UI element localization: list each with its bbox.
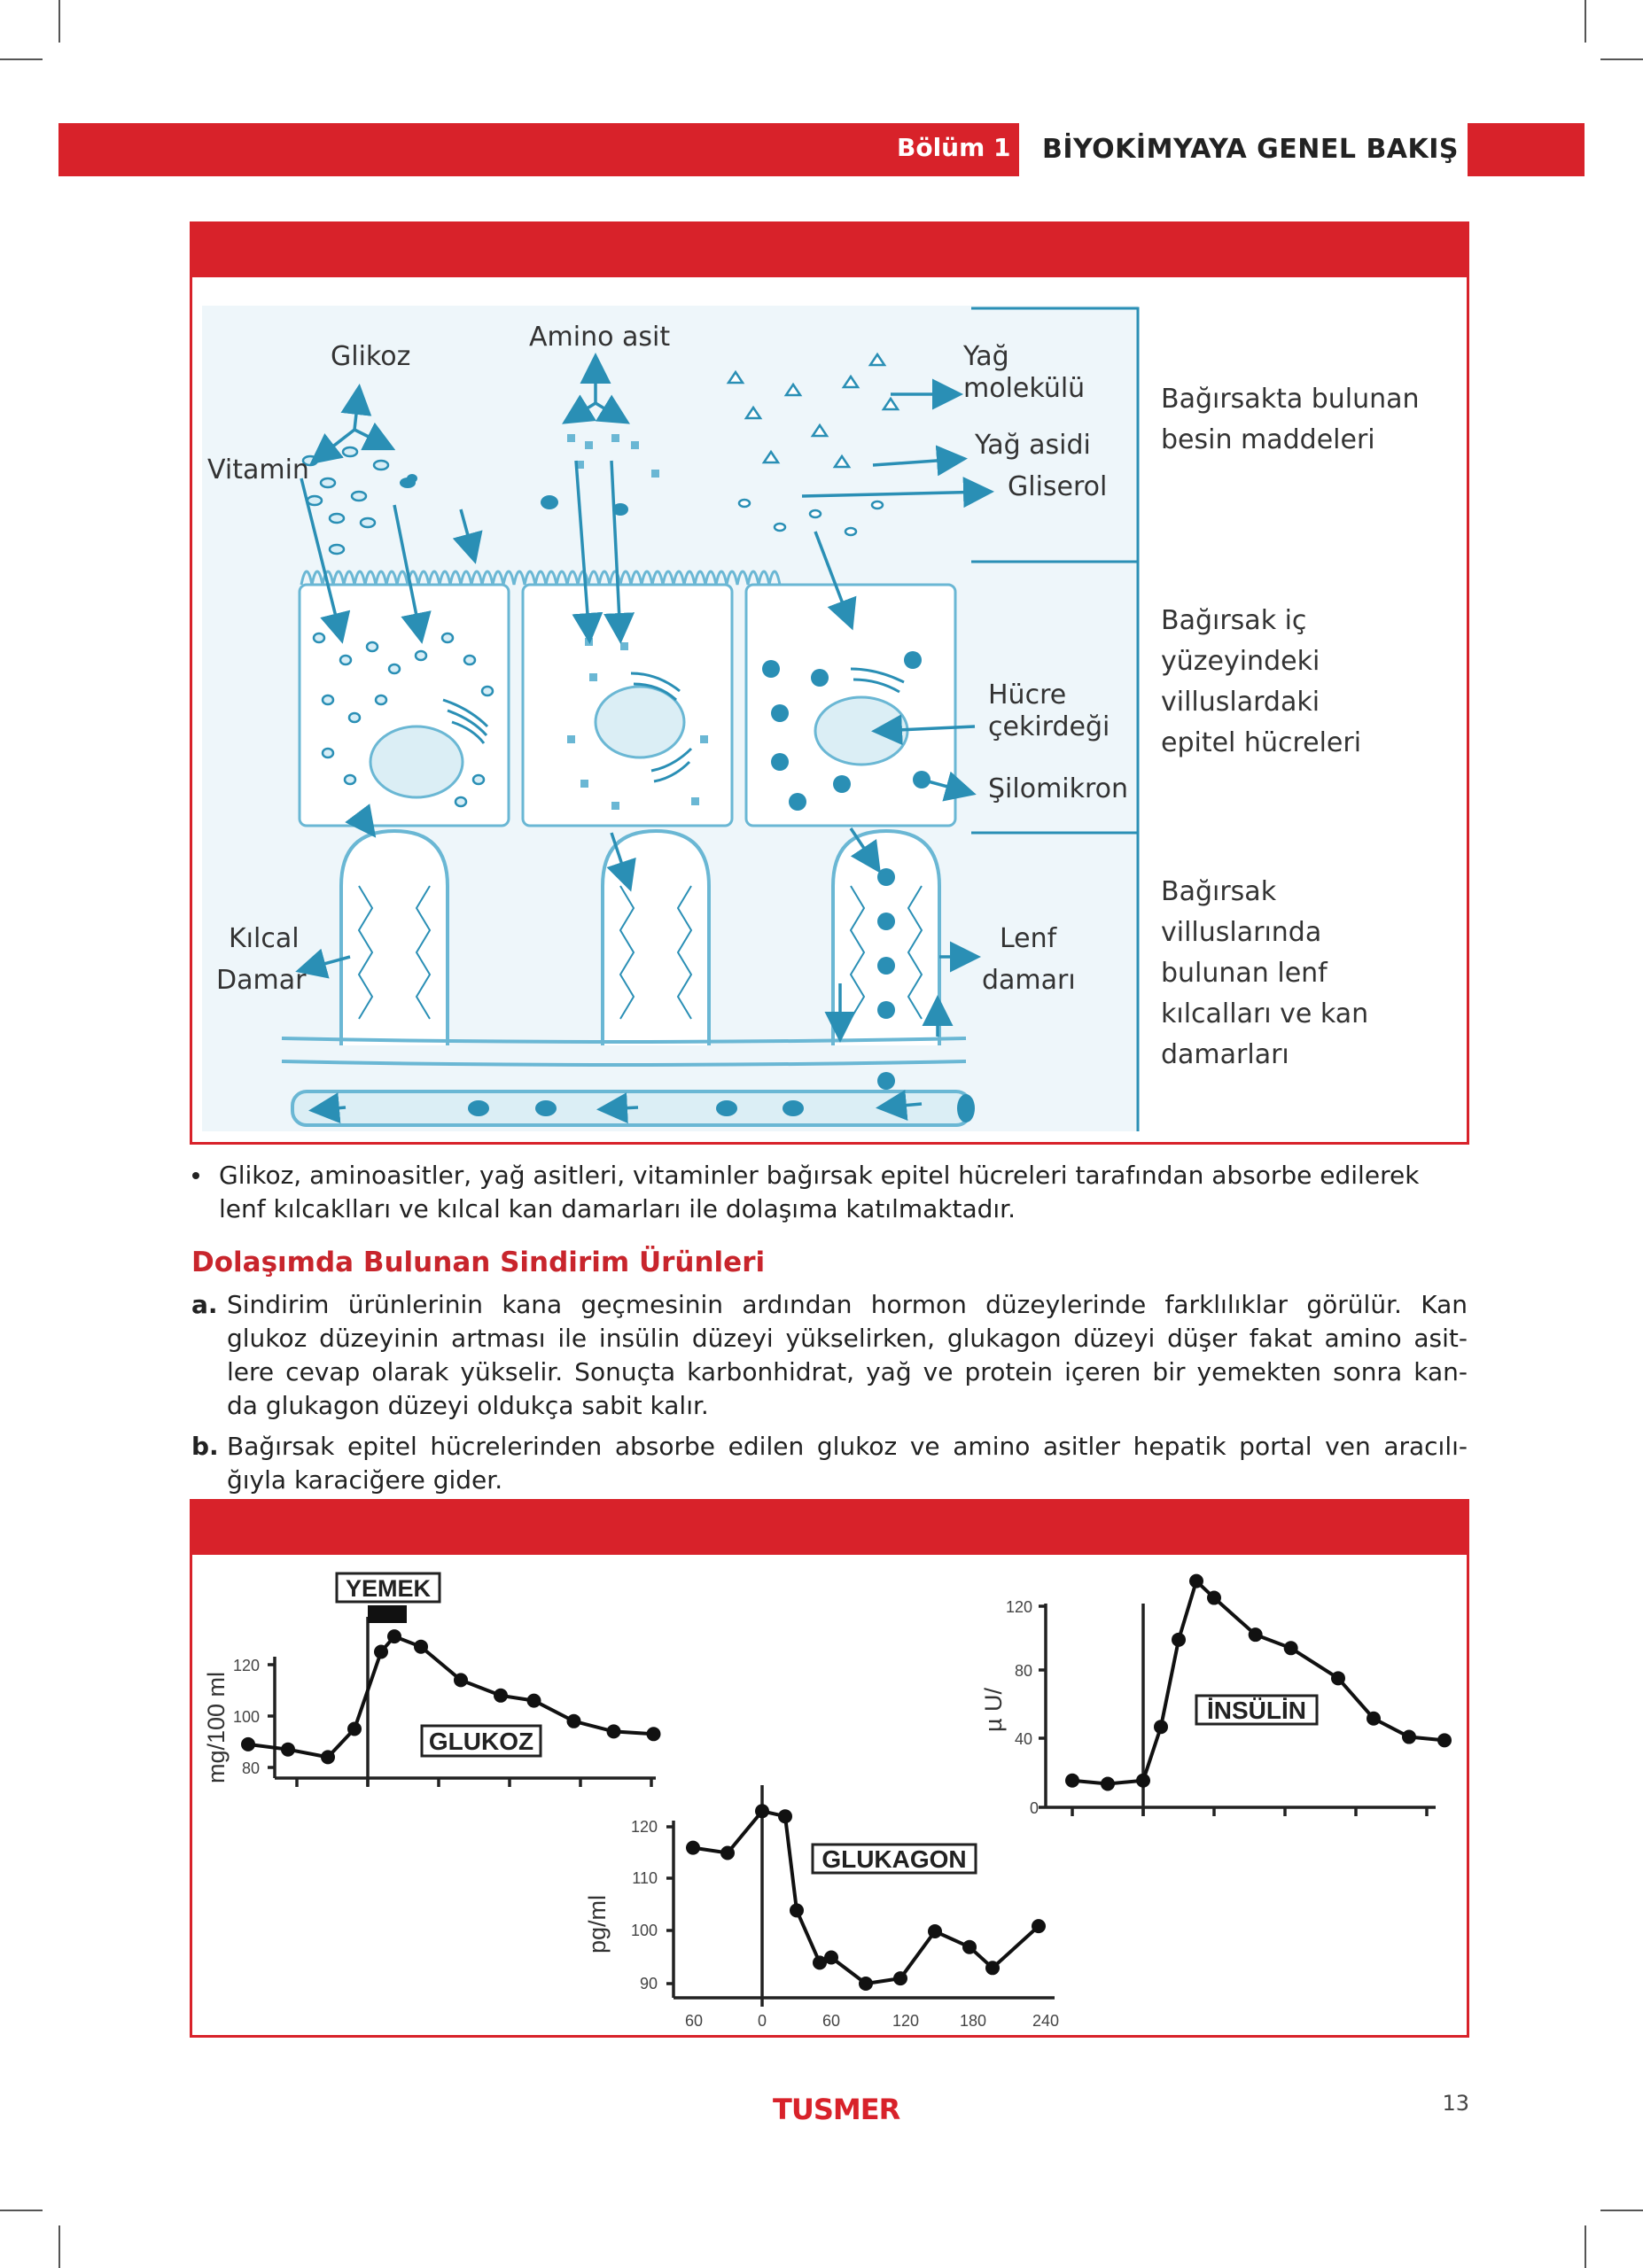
- insulin-data-point: [1101, 1777, 1115, 1791]
- glucose-ytick: 80: [241, 1759, 260, 1777]
- section-subheading: Dolaşımda Bulunan Sindirim Ürünleri: [191, 1247, 766, 1278]
- glucagon-ytick: 100: [630, 1922, 658, 1939]
- glucose-data-point: [281, 1743, 295, 1757]
- label-lenf-2: damarı: [982, 965, 1076, 996]
- glucose-data-point: [321, 1750, 335, 1764]
- glucagon-data-point: [686, 1841, 700, 1855]
- glucagon-xtick: 120: [892, 2012, 920, 2030]
- glucose-ytick: 120: [232, 1657, 260, 1674]
- glucagon-ylabel: pg/ml: [584, 1894, 611, 1953]
- item-a-line-3: lere cevap olarak yükselir. Sonuçta karbonhidrat, yağ ve protein içeren bir yemekten sonra kan-: [227, 1357, 1468, 1386]
- item-a-line-4: da glukagon düzeyi oldukça sabit kalır.: [227, 1391, 709, 1420]
- glucagon-ytick: 90: [639, 1975, 658, 1992]
- glucagon-data-point: [859, 1977, 873, 1991]
- label-hucre-2: çekirdeği: [988, 711, 1110, 742]
- glucose-data-point: [347, 1722, 362, 1736]
- insulin-ytick: 0: [1029, 1799, 1039, 1817]
- glucose-data-point: [607, 1724, 621, 1738]
- insulin-data-point: [1367, 1712, 1381, 1726]
- glucagon-ytick: 110: [632, 1869, 658, 1887]
- glucagon-data-point: [1032, 1919, 1046, 1933]
- glucagon-chart: [584, 1785, 1059, 2030]
- label-lenf-1: Lenf: [1000, 923, 1057, 954]
- label-gliserol: Gliserol: [1008, 471, 1108, 502]
- item-a-line-1: Sindirim ürünlerinin kana geçmesinin ardından hormon düzeylerinde farklılıklar görülür. Kan: [227, 1290, 1468, 1319]
- insulin-data-point: [1189, 1574, 1203, 1588]
- label-yag-1: Yağ: [963, 341, 1009, 372]
- item-b-line-1: Bağırsak epitel hücrelerinden absorbe edilen glukoz ve amino asitler hepatik portal ven aracılı-: [227, 1432, 1468, 1461]
- glucose-ylabel: mg/100 ml: [203, 1671, 230, 1783]
- glucagon-xtick: 60: [684, 2012, 704, 2030]
- label-kilcal-2: Damar: [216, 965, 307, 996]
- label-yag-asidi: Yağ asidi: [975, 430, 1091, 461]
- glucagon-xtick: 60: [822, 2012, 841, 2030]
- page-number: 13: [1442, 2091, 1469, 2116]
- insulin-data-point: [1065, 1774, 1079, 1788]
- insulin-ytick: 40: [1014, 1730, 1032, 1748]
- bullet-line-2: lenf kılcaklları ve kılcal kan damarları ile dolaşıma katılmaktadır.: [219, 1194, 1016, 1223]
- brand-logo: TUSMER: [773, 2093, 900, 2126]
- label-vitamin: Vitamin: [207, 454, 309, 485]
- glucose-data-point: [647, 1727, 661, 1741]
- insulin-data-point: [1136, 1774, 1150, 1788]
- glucagon-data-point: [928, 1924, 942, 1938]
- label-yag-2: molekülü: [963, 373, 1086, 404]
- insulin-data-point: [1207, 1591, 1221, 1605]
- insulin-ytick: 80: [1014, 1662, 1032, 1680]
- glucagon-title: GLUKAGON: [822, 1845, 967, 1873]
- side-label-vessels-2: villuslarında: [1161, 917, 1322, 948]
- glucagon-data-point: [778, 1809, 792, 1823]
- item-a-line-2: glukoz düzeyinin artması ile insülin düzeyi yükselirken, glukagon düzeyi düşer fakat amino asit-: [227, 1324, 1468, 1353]
- side-label-epithel-1: Bağırsak iç: [1161, 605, 1307, 636]
- side-label-epithel-2: yüzeyindeki: [1161, 646, 1320, 677]
- glucagon-data-point: [720, 1846, 735, 1860]
- insulin-data-point: [1331, 1671, 1345, 1685]
- insulin-data-point: [1172, 1633, 1186, 1647]
- glucose-data-point: [454, 1673, 468, 1687]
- crop-mark: [58, 2225, 60, 2268]
- label-amino-asit: Amino asit: [529, 322, 671, 353]
- label-hucre-1: Hücre: [988, 680, 1067, 711]
- side-label-vessels-5: damarları: [1161, 1039, 1289, 1070]
- label-silomikron: Şilomikron: [988, 773, 1129, 804]
- glucose-data-point: [387, 1629, 401, 1643]
- glucagon-data-point: [962, 1940, 977, 1954]
- insulin-data-point: [1402, 1730, 1416, 1744]
- insulin-data-point: [1437, 1733, 1452, 1747]
- insulin-ytick: 120: [1005, 1598, 1032, 1616]
- meal-bar: [368, 1605, 407, 1623]
- side-label-vessels-3: bulunan lenf: [1161, 958, 1328, 989]
- glucose-data-point: [241, 1737, 255, 1751]
- label-glikoz: Glikoz: [331, 341, 411, 372]
- meal-annotation: YEMEK: [345, 1575, 432, 1602]
- glucagon-xtick: 180: [959, 2012, 987, 2030]
- item-b-marker: b.: [191, 1432, 219, 1461]
- side-label-vessels-4: kılcalları ve kan: [1161, 998, 1369, 1029]
- glucagon-xtick: 0: [757, 2012, 767, 2030]
- crop-mark: [1585, 2225, 1586, 2268]
- glucose-data-point: [494, 1689, 508, 1703]
- page-title: BİYOKİMYAYA GENEL BAKIŞ: [1042, 134, 1460, 165]
- glucagon-data-point: [755, 1804, 769, 1818]
- glucose-chart: [203, 1573, 661, 1787]
- glucagon-data-point: [790, 1903, 804, 1917]
- insulin-title: İNSÜLİN: [1207, 1697, 1306, 1724]
- crop-mark: [1600, 2210, 1643, 2211]
- glucose-data-point: [374, 1645, 388, 1659]
- glucagon-data-point: [824, 1951, 838, 1965]
- glucose-ytick: 100: [232, 1708, 260, 1726]
- section-label: Bölüm 1: [897, 133, 1011, 162]
- insulin-data-point: [1249, 1627, 1263, 1642]
- glucose-title: GLUKOZ: [428, 1728, 534, 1755]
- crop-mark: [0, 2210, 43, 2211]
- glucose-data-point: [567, 1714, 581, 1728]
- glucagon-ytick: 120: [630, 1818, 658, 1836]
- insulin-data-point: [1284, 1641, 1298, 1655]
- insulin-ylabel: µ U/: [980, 1687, 1007, 1732]
- glucagon-data-point: [985, 1961, 1000, 1975]
- side-label-epithel-3: villuslardaki: [1161, 687, 1320, 718]
- glucagon-xtick: 240: [1032, 2012, 1060, 2030]
- insulin-series-line: [1072, 1581, 1444, 1784]
- side-label-epithel-4: epitel hücreleri: [1161, 727, 1362, 758]
- side-label-nutrients-1: Bağırsakta bulunan: [1161, 384, 1420, 415]
- glucagon-data-point: [893, 1971, 907, 1985]
- insulin-chart: [980, 1574, 1452, 1817]
- glucose-data-point: [414, 1640, 428, 1654]
- side-label-nutrients-2: besin maddeleri: [1161, 424, 1375, 455]
- item-b-line-2: ğıyla karaciğere gider.: [227, 1465, 503, 1495]
- label-kilcal-1: Kılcal: [229, 923, 300, 954]
- bullet-line-1: Glikoz, aminoasitler, yağ asitleri, vitaminler bağırsak epitel hücreleri tarafından absorbe edilerek: [219, 1161, 1420, 1190]
- insulin-data-point: [1154, 1720, 1168, 1734]
- item-a-marker: a.: [191, 1290, 218, 1319]
- glucagon-series-line: [693, 1811, 1039, 1984]
- side-label-vessels-1: Bağırsak: [1161, 876, 1277, 907]
- glucose-data-point: [527, 1694, 541, 1708]
